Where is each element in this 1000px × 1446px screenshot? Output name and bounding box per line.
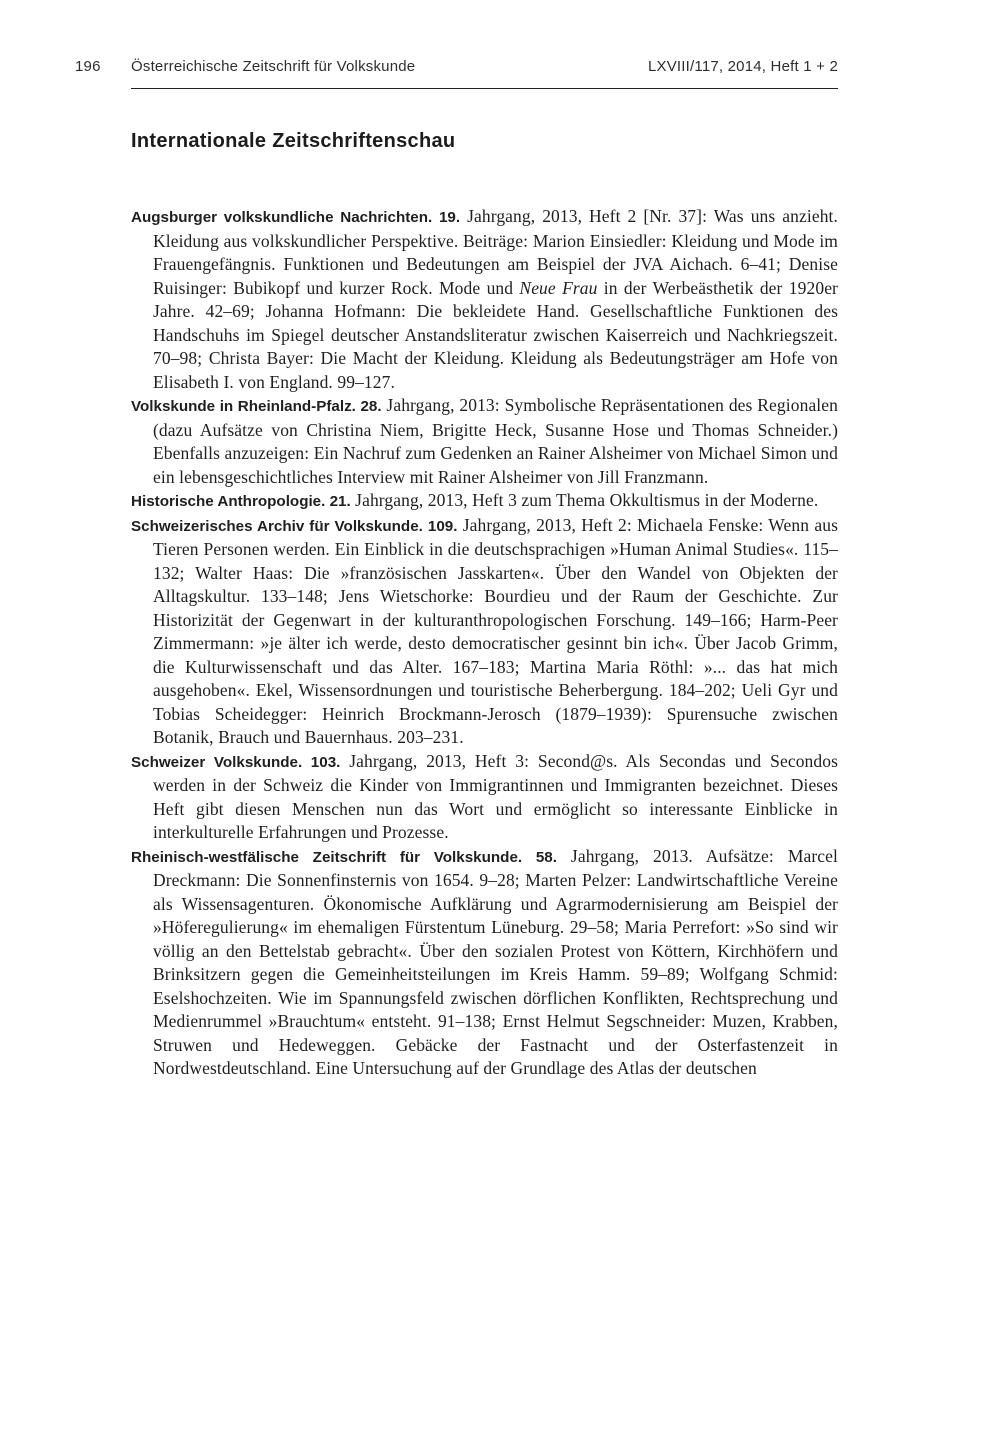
journal-name: Augsburger volkskundliche Nachrichten. 19. <box>131 209 461 226</box>
section-title: Internationale Zeitschriftenschau <box>131 130 456 152</box>
journal-name: Historische Anthropologie. 21. <box>131 493 351 510</box>
journal-entry <box>131 489 838 514</box>
entry-text: Jahrgang, 2013, Heft 2 [Nr. 37]: Was uns anzieht. Kleidung aus volkskundlicher Perspektive. Beiträge: Marion Einsiedler: Kleidung und Mode im Frauengefängnis. Funktionen und Bedeutungen am Beispiel der JVA Aichach. 6–41; Denise Ruisinger: Bubikopf und kurzer Rock. Mode und <box>153 206 838 298</box>
journal-name: Rheinisch-westfälische Zeitschrift für Volkskunde. 58. <box>131 848 557 866</box>
journal-entry <box>131 514 838 750</box>
entry-text: in der Werbeästhetik der 1920er Jahre. 42–69; Johanna Hofmann: Die bekleidete Hand. Gesellschaftliche Funktionen des Handschuhs im Spiegel deutscher Anstandsliteratur zwischen Kaiserreich und Nachkriegszeit. 70–98; Christa Bayer: Die Macht der Kleidung. Kleidung als Bedeutungsträger am Hofe von Elisabeth I. von England. 99–127. <box>153 277 838 392</box>
entry-text: Jahrgang, 2013, Heft 3 zum Thema Okkultismus in der Moderne. <box>350 490 819 510</box>
journal-entry <box>131 750 838 845</box>
journal-name: Volkskunde in Rheinland-Pfalz. 28. <box>131 398 382 415</box>
journal-name: Schweizer Volkskunde. 103. <box>131 753 341 771</box>
page-number: 196 <box>75 58 101 75</box>
entries-list <box>131 205 838 1081</box>
journal-name: Schweizerisches Archiv für Volkskunde. 109. <box>131 517 458 535</box>
journal-entry <box>131 205 838 394</box>
entry-text: Jahrgang, 2013. Aufsätze: Marcel Dreckmann: Die Sonnenfinsternis von 1654. 9–28; Marten Pelzer: Landwirtschaftliche Vereine als Wissensagenturen. Ökonomische Aufklärung und Agrarmodernisierung am Beispiel der »Höferegulierung« im ehemaligen Fürstentum Lüneburg. 29–58; Maria Perrefort: »So sind wir völlig an den Bettelstab gebracht«. Über den sozialen Protest von Köttern, Kirchhöfern und Brinksitzern gegen die Gemeinheitsteilungen im Kreis Hamm. 59–89; Wolfgang Schmid: Eselshochzeiten. Wie im Spannungsfeld zwischen dörflichen Konflikten, Rechtsprechung und Medienrummel »Brauchtum« entsteht. 91–138; Ernst Helmut Segschneider: Muzen, Krabben, Struwen und Hedeweggen. Gebäcke der Fastnacht und der Osterfastenzeit in Nordwestdeutschland. Eine Untersuchung auf der Grundlage des Atlas der deutschen <box>153 845 838 1078</box>
entry-text: Jahrgang, 2013, Heft 2: Michaela Fenske: Wenn aus Tieren Personen werden. Ein Einblick in die deutschsprachigen »Human Animal Studies«. 115–132; Walter Haas: Die »französischen Jasskarten«. Über den Wandel von Objekten der Alltagskultur. 133–148; Jens Wietschorke: Bourdieu und der Raum der Geschichte. Zur Historizität der Gegenwart in der kulturanthropologischen Forschung. 149–166; Harm-Peer Zimmermann: »je älter ich werde, desto democratischer gesinnt bin ich«. Über Jacob Grimm, die Kulturwissenschaft und das Alter. 167–183; Martina Maria Röthl: »... das hat mich ausgehoben«. Ekel, Wissensordnungen und touristische Beherbergung. 184–202; Ueli Gyr und Tobias Scheidegger: Heinrich Brockmann-Jerosch (1879–1939): Spurensuche zwischen Botanik, Brauch und Bauernhaus. 203–231. <box>153 514 838 747</box>
entry-text: Jahrgang, 2013: Symbolische Repräsentationen des Regionalen (dazu Aufsätze von Christina Niem, Brigitte Heck, Susanne Hose und Thomas Schneider.) Ebenfalls anzuzeigen: Ein Nachruf zum Gedenken an Rainer Alsheimer von Michael Simon und ein lebensgeschichtliches Interview mit Rainer Alsheimer von Jill Franzmann. <box>153 395 838 487</box>
header-rule <box>131 88 838 89</box>
journal-entry <box>131 394 838 489</box>
page-header <box>75 58 838 75</box>
journal-entry <box>131 845 838 1081</box>
issue-info: LXVIII/117, 2014, Heft 1 + 2 <box>647 58 838 75</box>
running-title: Österreichische Zeitschrift für Volkskunde <box>131 58 416 75</box>
entry-text-italic: Neue Frau <box>519 277 598 298</box>
entry-text: Jahrgang, 2013, Heft 3: Second@s. Als Secondas und Secondos werden in der Schweiz die Kinder von Immigrantinnen und Immigranten bezeichnet. Dieses Heft gibt diesen Menschen nun das Wort und ermöglicht so interessante Einblicke in interkulturelle Erfahrungen und Prozesse. <box>153 750 838 842</box>
